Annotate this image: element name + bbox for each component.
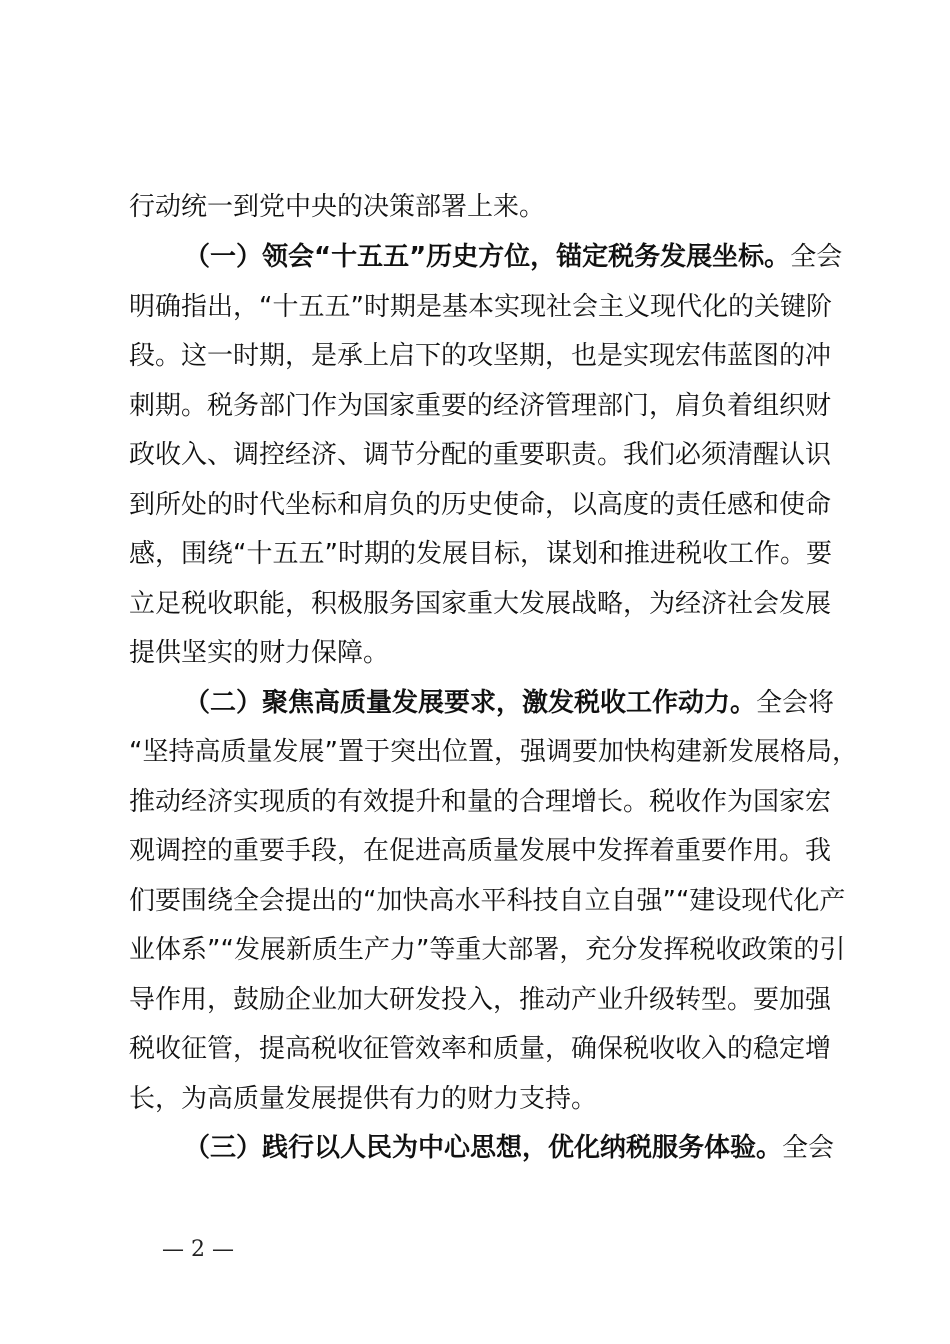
section-heading-3 [184,1131,834,1165]
body-line: 明确指出，“十五五”时期是基本实现社会主义现代化的关键阶 [129,292,832,322]
section-heading-1 [184,240,842,274]
body-line: 导作用，鼓励企业加大研发投入，推动产业升级转型。要加强 [129,985,832,1015]
body-line: 政收入、调控经济、调节分配的重要职责。我们必须清醒认识 [129,440,832,470]
body-line: 们要围绕全会提出的“加快高水平科技自立自强”“建设现代化产 [129,886,846,916]
body-line: 观调控的重要手段，在促进高质量发展中发挥着重要作用。我 [129,836,832,866]
body-line: 段。这一时期，是承上启下的攻坚期，也是实现宏伟蓝图的冲 [129,341,832,371]
body-line: 刺期。税务部门作为国家重要的经济管理部门，肩负着组织财 [129,391,832,421]
section-heading-2-text: 全会将 [756,688,835,718]
section-heading-3-text: 全会 [782,1133,835,1163]
body-line: 业体系”“发展新质生产力”等重大部署，充分发挥税收政策的引 [129,935,846,965]
section-heading-1-title: （一）领会“十五五”历史方位，锚定税务发展坐标。 [184,242,791,272]
body-line: 行动统一到党中央的决策部署上来。 [129,192,546,222]
body-line: 提供坚实的财力保障。 [129,638,390,668]
body-line: 到所处的时代坐标和肩负的历史使命，以高度的责任感和使命 [129,490,832,520]
section-heading-2-title: （二）聚焦高质量发展要求，激发税收工作动力。 [184,688,757,718]
section-heading-2 [184,686,834,720]
body-line: 感，围绕“十五五”时期的发展目标，谋划和推进税收工作。要 [129,539,832,569]
body-line: 推动经济实现质的有效提升和量的合理增长。税收作为国家宏 [129,787,832,817]
body-line: 立足税收职能，积极服务国家重大发展战略，为经济社会发展 [129,589,832,619]
body-line: 税收征管，提高税收征管效率和质量，确保税收收入的稳定增 [129,1034,832,1064]
body-line: “坚持高质量发展”置于突出位置，强调要加快构建新发展格局， [129,737,858,767]
body-line: 长，为高质量发展提供有力的财力支持。 [129,1084,598,1114]
page-number: — 2 — [162,1237,234,1262]
section-heading-3-title: （三）践行以人民为中心思想，优化纳税服务体验。 [184,1133,783,1163]
section-heading-1-text: 全会 [790,242,843,272]
